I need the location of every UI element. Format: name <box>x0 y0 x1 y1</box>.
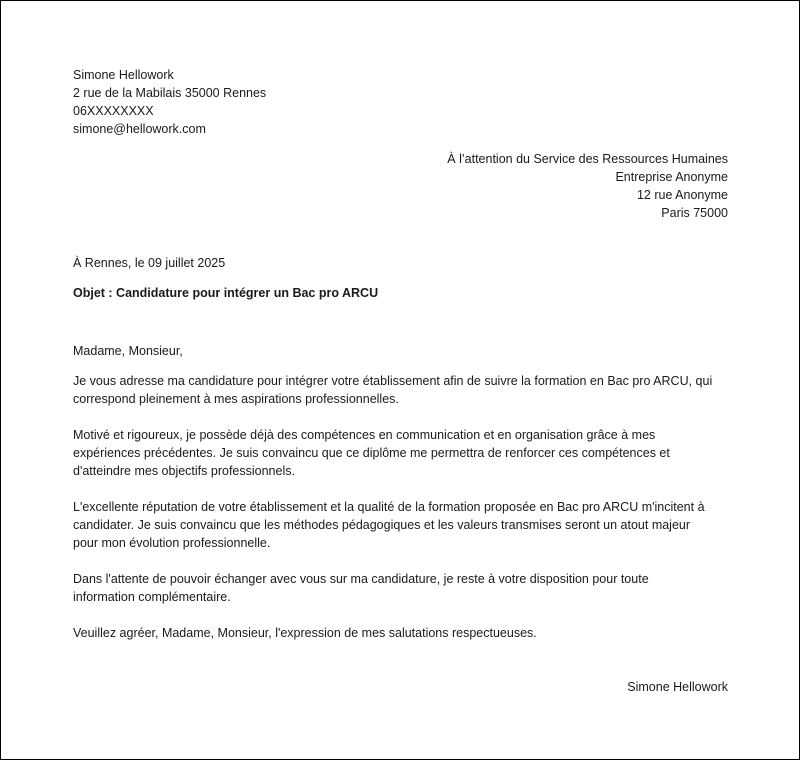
body-paragraph-3 <box>73 498 728 552</box>
date-line: À Rennes, le 09 juillet 2025 <box>73 256 226 270</box>
body-paragraph-4 <box>73 570 728 606</box>
paragraph-line: L'excellente réputation de votre établissement et la qualité de la formation proposée en Bac pro ARCU m'incitent à <box>73 500 705 514</box>
recipient-attention: À l’attention du Service des Ressources Humaines <box>447 152 728 166</box>
paragraph-line: Motivé et rigoureux, je possède déjà des compétences en communication et en organisation grâce à mes <box>73 428 656 442</box>
sender-name: Simone Hellowork <box>73 68 174 82</box>
paragraph-line: candidater. Je suis convaincu que les méthodes pédagogiques et les valeurs transmises seront un atout majeur <box>73 518 691 532</box>
paragraph-line: d'atteindre mes objectifs professionnels. <box>73 464 295 478</box>
paragraph-line: expériences précédentes. Je suis convaincu que ce diplôme me permettra de renforcer ces compétences et <box>73 446 670 460</box>
paragraph-line: pour mon évolution professionnelle. <box>73 536 271 550</box>
signature: Simone Hellowork <box>627 680 728 694</box>
recipient-company: Entreprise Anonyme <box>615 170 728 184</box>
sender-block <box>73 66 728 138</box>
paragraph-line: Je vous adresse ma candidature pour intégrer votre établissement afin de suivre la formation en Bac pro ARCU, qui <box>73 374 713 388</box>
subject-line: Objet : Candidature pour intégrer un Bac pro ARCU <box>73 286 379 300</box>
closing-formula: Veuillez agréer, Madame, Monsieur, l'expression de mes salutations respectueuses. <box>73 626 537 640</box>
paragraph-line: Dans l'attente de pouvoir échanger avec vous sur ma candidature, je reste à votre disposition pour toute <box>73 572 649 586</box>
paragraph-line: information complémentaire. <box>73 590 231 604</box>
sender-address: 2 rue de la Mabilais 35000 Rennes <box>73 86 267 100</box>
sender-phone: 06XXXXXXXX <box>73 104 154 118</box>
salutation: Madame, Monsieur, <box>73 344 183 358</box>
sender-email: simone@hellowork.com <box>73 122 206 136</box>
recipient-street: 12 rue Anonyme <box>636 188 728 202</box>
body-paragraph-1 <box>73 372 728 408</box>
paragraph-line: correspond pleinement à mes aspirations professionnelles. <box>73 392 399 406</box>
body-paragraph-2 <box>73 426 728 480</box>
recipient-block <box>73 150 728 222</box>
recipient-city: Paris 75000 <box>661 206 728 220</box>
